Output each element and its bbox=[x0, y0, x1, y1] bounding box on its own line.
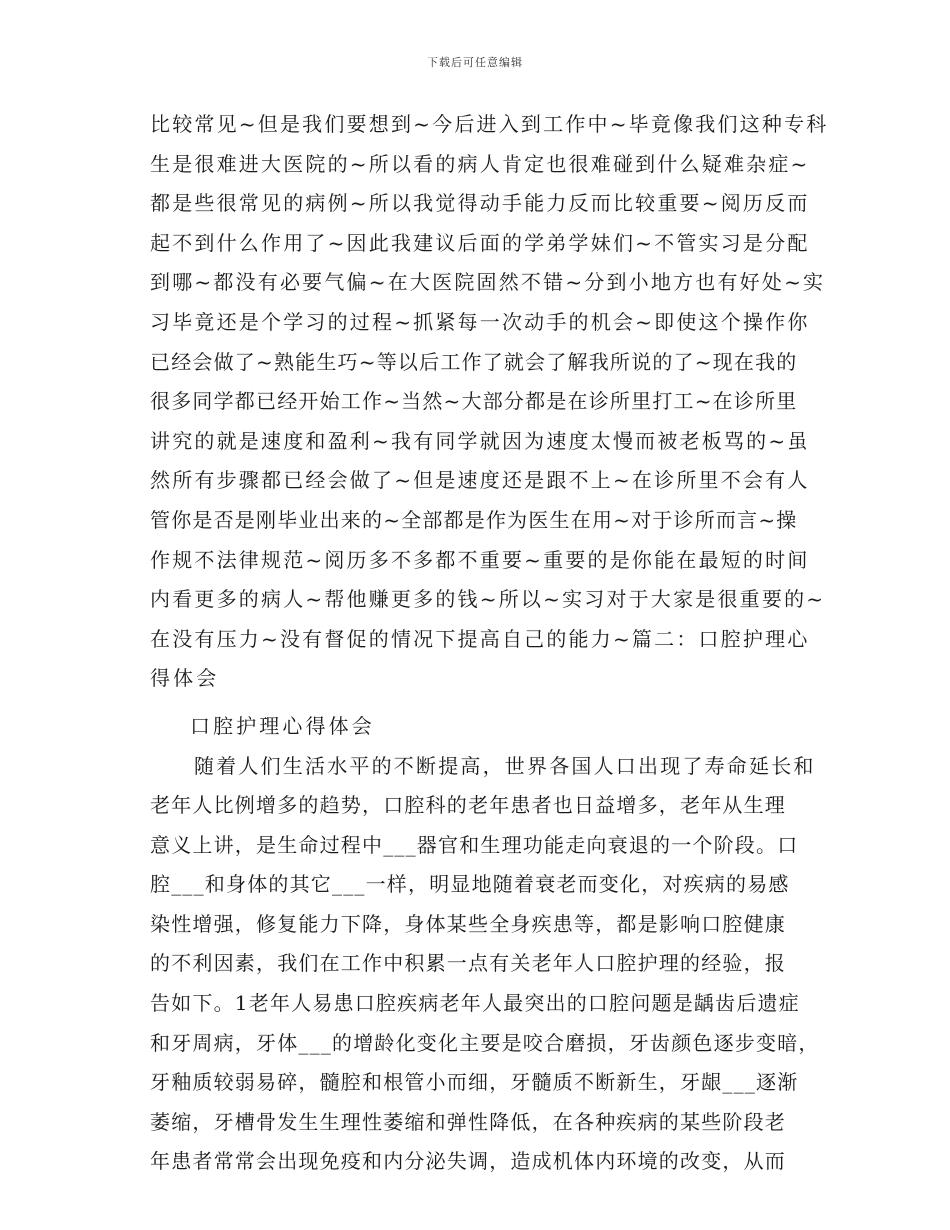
text-line: 管你是否是刚毕业出来的~全部都是作为医生在用~对于诊所而言~操 bbox=[150, 507, 798, 532]
text-line: 随着人们生活水平的不断提高，世界各国人口出现了寿命延长和 bbox=[194, 753, 816, 778]
text-line: 和牙周病，牙体___的增龄化变化主要是咬合磨损，牙齿颜色逐步变暗， bbox=[150, 1030, 820, 1055]
text-line: 腔___和身体的其它___一样，明显地随着衰老而变化，对疾病的易感 bbox=[150, 872, 790, 897]
text-line: 生是很难进大医院的~所以看的病人肯定也很难碰到什么疑难杂症~ bbox=[150, 151, 810, 176]
text-line: 习毕竟还是个学习的过程~抓紧每一次动手的机会~即使这个操作你 bbox=[150, 309, 810, 334]
text-line: 然所有步骤都已经会做了~但是速度还是跟不上~在诊所里不会有人 bbox=[150, 468, 810, 493]
text-line: 比较常见~但是我们要想到~今后进入到工作中~毕竟像我们这种专科 bbox=[150, 112, 829, 136]
text-line: 很多同学都已经开始工作~当然~大部分都是在诊所里打工~在诊所里 bbox=[150, 389, 798, 414]
text-line: 在没有压力~没有督促的情况下提高自己的能力~篇二：口腔护理心 bbox=[150, 626, 810, 651]
text-line: 意义上讲，是生命过程中___器官和生理功能走向衰退的一个阶段。口 bbox=[150, 832, 799, 857]
text-line: 告如下。1老年人易患口腔疾病老年人最突出的口腔问题是龋齿后遗症 bbox=[150, 991, 800, 1016]
text-line: 年患者常常会出现免疫和内分泌失调，造成机体内环境的改变，从而 bbox=[150, 1149, 786, 1174]
text-line: 到哪~都没有必要气偏~在大医院固然不错~分到小地方也有好处~实 bbox=[150, 270, 826, 295]
text-line: 萎缩，牙槽骨发生生理性萎缩和弹性降低，在各种疾病的某些阶段老 bbox=[150, 1109, 786, 1134]
text-line: 起不到什么作用了~因此我建议后面的学弟学妹们~不管实习是分配 bbox=[150, 230, 810, 255]
text-line: 都是些很常见的病例~所以我觉得动手能力反而比较重要~阅历反而 bbox=[150, 191, 810, 216]
text-line: 已经会做了~熟能生巧~等以后工作了就会了解我所说的了~现在我的 bbox=[150, 349, 798, 374]
text-line: 内看更多的病人~帮他赚更多的钱~所以~实习对于大家是很重要的~ bbox=[150, 587, 826, 612]
text-line: 老年人比例增多的趋势，口腔科的老年患者也日益增多，老年从生理 bbox=[150, 793, 786, 818]
text-line: 得体会 bbox=[150, 666, 220, 691]
text-line: 的不利因素，我们在工作中积累一点有关老年人口腔护理的经验，报 bbox=[150, 951, 786, 976]
text-line: 染性增强，修复能力下降，身体某些全身疾患等，都是影响口腔健康 bbox=[150, 911, 786, 936]
document-body bbox=[150, 105, 829, 1182]
section-continued-text bbox=[150, 105, 829, 699]
page-header: 下载后可任意编辑 bbox=[427, 56, 523, 69]
text-line: 作规不法律规范~阅历多不多都不重要~重要的是你能在最短的时间 bbox=[150, 547, 810, 572]
section-title: 口腔护理心得体会 bbox=[190, 713, 375, 738]
section-oral-care bbox=[150, 707, 820, 1182]
text-line: 讲究的就是速度和盈利~我有同学就因为速度太慢而被老板骂的~虽 bbox=[150, 428, 810, 453]
text-line: 牙釉质较弱易碎，髓腔和根管小而细，牙髓质不断新生，牙龈___逐渐 bbox=[150, 1070, 799, 1095]
section-gap bbox=[150, 699, 810, 707]
